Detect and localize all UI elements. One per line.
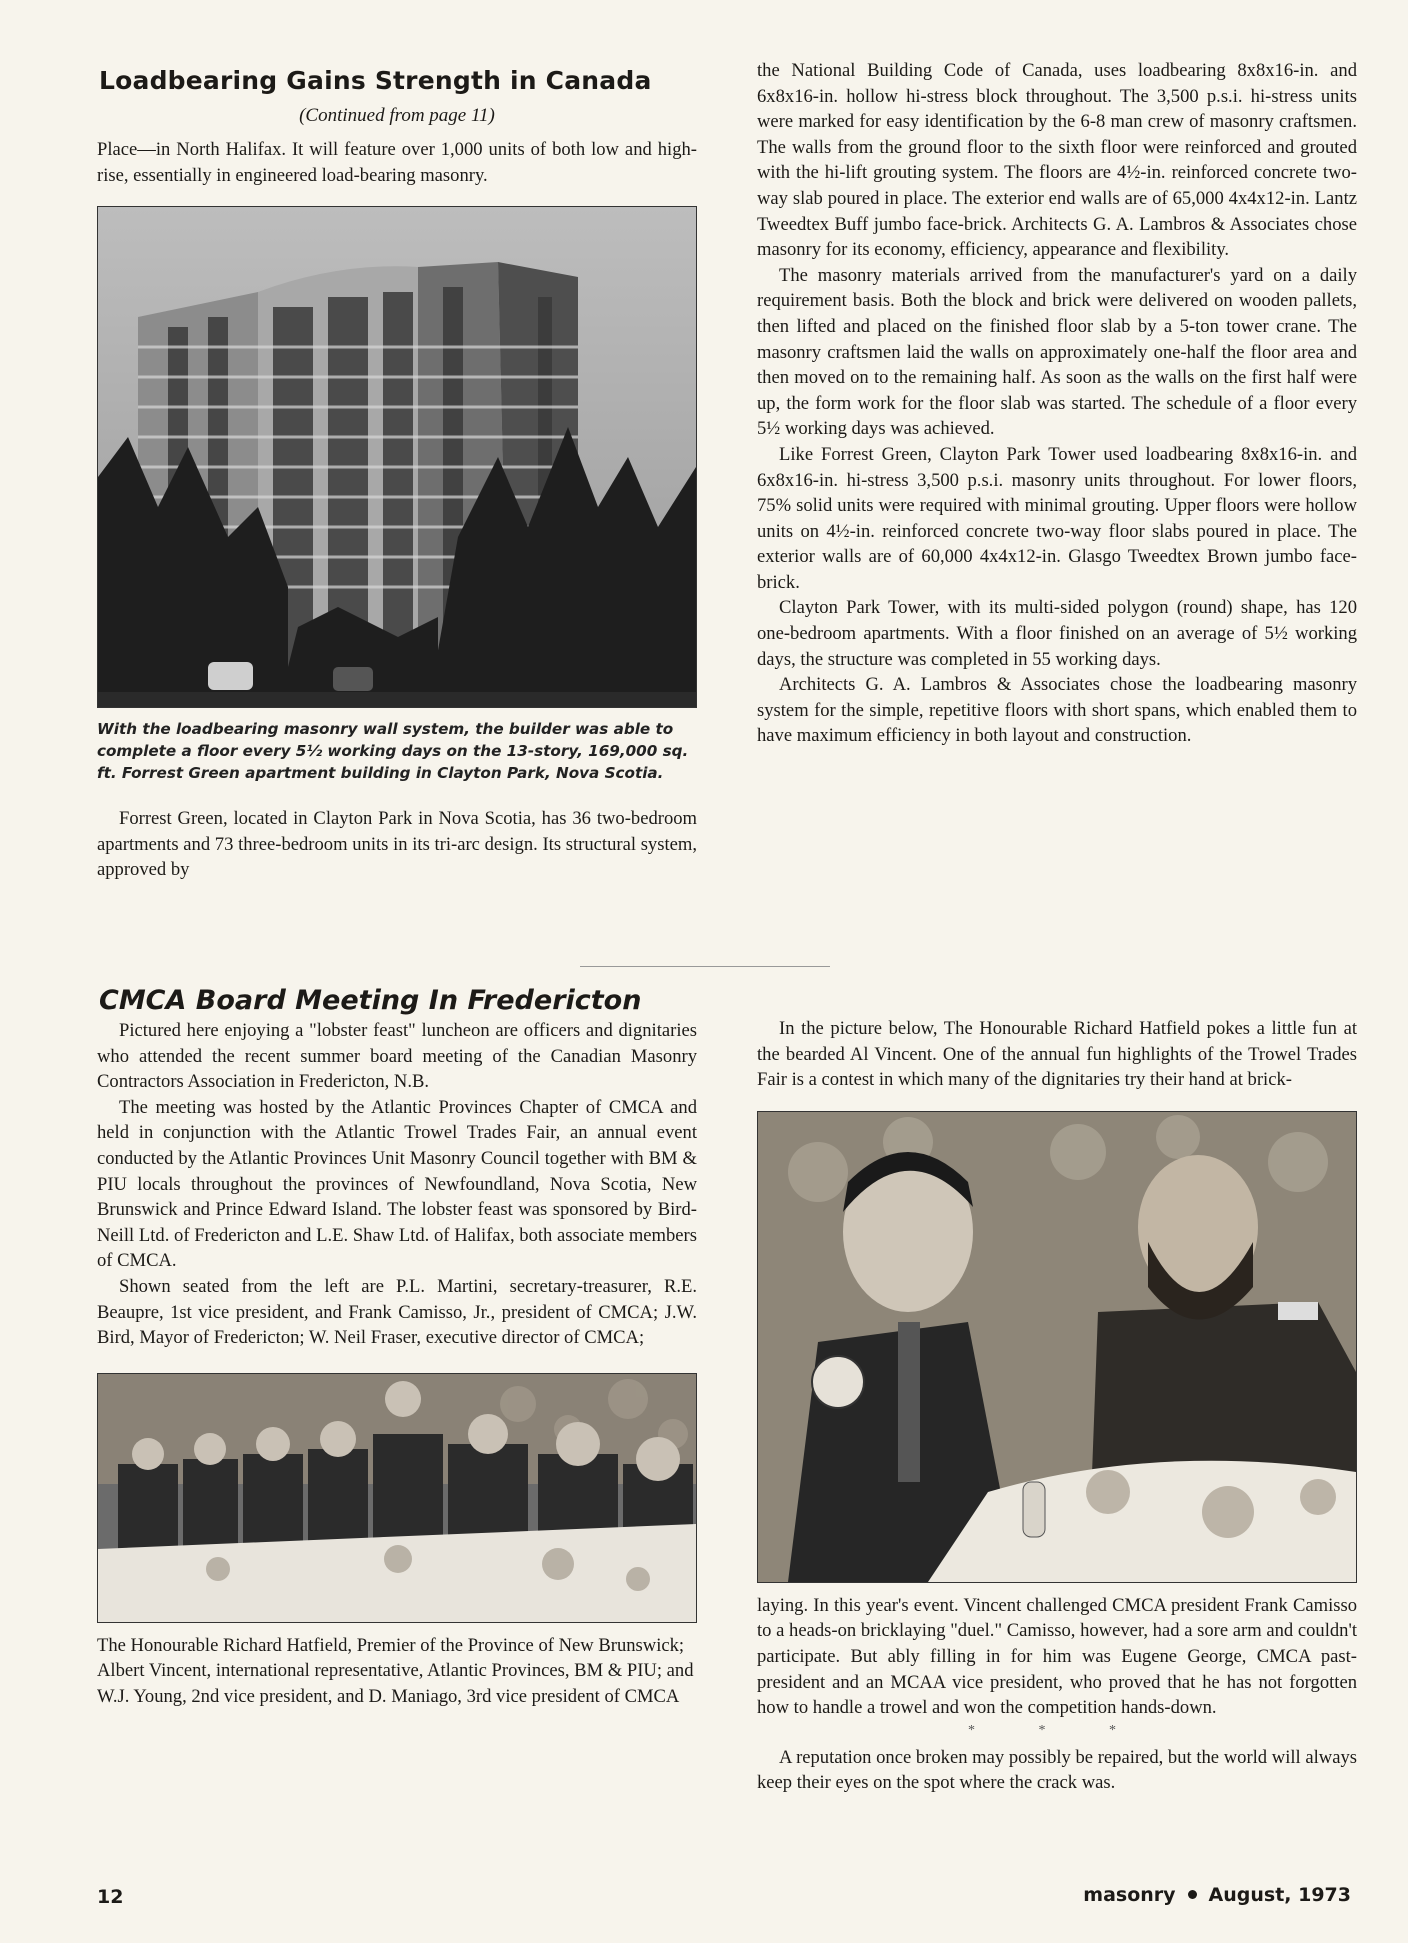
left-column-top xyxy=(97,58,697,883)
luncheon-photo xyxy=(97,1373,697,1623)
article-paragraph: laying. In this year's event. Vincent challenged CMCA president Frank Camisso to a heads-on bricklaying "duel." Camisso, however, had a sore arm and couldn't participate. But ably filling in for him was Eugene George, CMCA past-president and an MCAA vice president, who proved that he has not forgotten how to handle a trowel and won the competition hands-down. xyxy=(757,1594,1357,1719)
article-paragraph: the National Building Code of Canada, uses loadbearing 8x8x16-in. and 6x8x16-in. hollow hi-stress block throughout. The 3,500 p.s.i. hi-stress units were marked for easy identification by the 6-8 man crew of masonry craftsmen. The walls from the ground floor to the sixth floor were reinforced and grouted with the hi-lift grouting system. The floors are 4½-in. reinforced concrete two-way slab poured in place. The exterior end walls are of 65,000 4x4x12-in. Lantz Tweedtex Buff jumbo face-brick. Architects G. A. Lambros & Associates chose masonry for its economy, efficiency, appearance and flexibility. xyxy=(757,60,1357,261)
section-stars: * * * xyxy=(968,1722,1146,1738)
article-paragraph: Like Forrest Green, Clayton Park Tower used loadbearing 8x8x16-in. and 6x8x16-in. hi-stress 3,500 p.s.i. masonry units throughout. For lower floors, 75% solid units were required with minimal grouting. Upper floors were hollow units on 4½-in. reinforced concrete two-way floor slabs poured in place. The exterior walls are of 60,000 4x4x12-in. Glasgo Tweedtex Brown jumbo face-brick. xyxy=(757,443,1357,593)
intro-paragraph: Place—in North Halifax. It will feature over 1,000 units of both low and high-rise, essentially in engineered load-bearing masonry. xyxy=(97,139,697,186)
luncheon-photo-caption: The Honourable Richard Hatfield, Premier of the Province of New Brunswick; Albert Vincent, international representative, Atlantic Provinces, BM & PIU; and W.J. Young, 2nd vice president, and D. Maniago, 3rd vice president of CMCA xyxy=(97,1634,694,1707)
hatfield-vincent-photo xyxy=(757,1111,1357,1583)
cmca-headline: CMCA Board Meeting In Fredericton xyxy=(99,985,642,1016)
magazine-name: masonry xyxy=(1083,1884,1176,1906)
left-column-bottom xyxy=(97,985,697,1710)
article-paragraph: Pictured here enjoying a "lobster feast" luncheon are officers and dignitaries who attended the recent summer board meeting of the Canadian Masonry Contractors Association in Fredericton, N.B. xyxy=(97,1020,697,1093)
apartment-building-image xyxy=(98,207,696,707)
article-paragraph: The masonry materials arrived from the manufacturer's yard on a daily requirement basis. Both the block and brick were delivered on wooden pallets, then lifted and placed on the finished floor slab by a 5-ton tower crane. The masonry craftsmen laid the walls on approximately one-half the floor area and then moved on to the remaining half. As soon as the walls on the first half were up, the form work for the floor slab was started. The schedule of a floor every 5½ working days was achieved. xyxy=(757,264,1357,440)
article-paragraph: Clayton Park Tower, with its multi-sided polygon (round) shape, has 120 one-bedroom apartments. With a floor finished on an average of 5½ working days, the structure was completed in 55 working days. xyxy=(757,597,1357,670)
right-column-bottom xyxy=(757,1016,1357,1796)
right-column-top xyxy=(757,58,1357,749)
closing-quote: A reputation once broken may possibly be repaired, but the world will always keep their eyes on the spot where the crack was. xyxy=(757,1746,1357,1794)
article-paragraph: In the picture below, The Honourable Richard Hatfield pokes a little fun at the bearded Al Vincent. One of the annual fun highlights of the Trowel Trades Fair is a contest in which many of the dignitaries try their hand at brick- xyxy=(757,1018,1357,1091)
luncheon-image xyxy=(98,1374,696,1622)
hatfield-vincent-image xyxy=(758,1112,1356,1582)
article-paragraph: Shown seated from the left are P.L. Martini, secretary-treasurer, R.E. Beaupre, 1st vice president, and Frank Camisso, Jr., president of CMCA; J.W. Bird, Mayor of Fredericton; W. Neil Fraser, executive director of CMCA; xyxy=(97,1275,697,1349)
page-number: 12 xyxy=(97,1886,124,1908)
forrest-green-paragraph: Forrest Green, located in Clayton Park in Nova Scotia, has 36 two-bedroom apartments and 73 three-bedroom units in its tri-arc design. Its structural system, approved by xyxy=(97,808,697,881)
building-photo xyxy=(97,206,697,708)
issue-date: August, 1973 xyxy=(1208,1884,1351,1906)
continued-note: (Continued from page 11) xyxy=(299,105,495,126)
article-paragraph: The meeting was hosted by the Atlantic Provinces Chapter of CMCA and held in conjunction with the Atlantic Trowel Trades Fair, an annual event conducted by the Atlantic Provinces Unit Masonry Council together with BM & PIU locals throughout the provinces of Newfoundland, Nova Scotia, New Brunswick and Prince Edward Island. The lobster feast was sponsored by Bird-Neill Ltd. of Fredericton and L.E. Shaw Ltd. of Halifax, both associate members of CMCA. xyxy=(97,1096,697,1272)
bullet-icon xyxy=(1188,1890,1197,1899)
building-photo-caption: With the loadbearing masonry wall system, the builder was able to complete a floor every 5½ working days on the 13-story, 169,000 sq. ft. Forrest Green apartment building in Clayton Park, Nova Scotia. xyxy=(97,720,689,783)
article-headline: Loadbearing Gains Strength in Canada xyxy=(99,66,652,95)
article-paragraph: Architects G. A. Lambros & Associates chose the loadbearing masonry system for the simple, repetitive floors with short spans, which enabled them to have maximum efficiency in both layout and construction. xyxy=(757,674,1357,747)
magazine-footer xyxy=(1083,1884,1351,1906)
section-divider xyxy=(580,966,830,967)
